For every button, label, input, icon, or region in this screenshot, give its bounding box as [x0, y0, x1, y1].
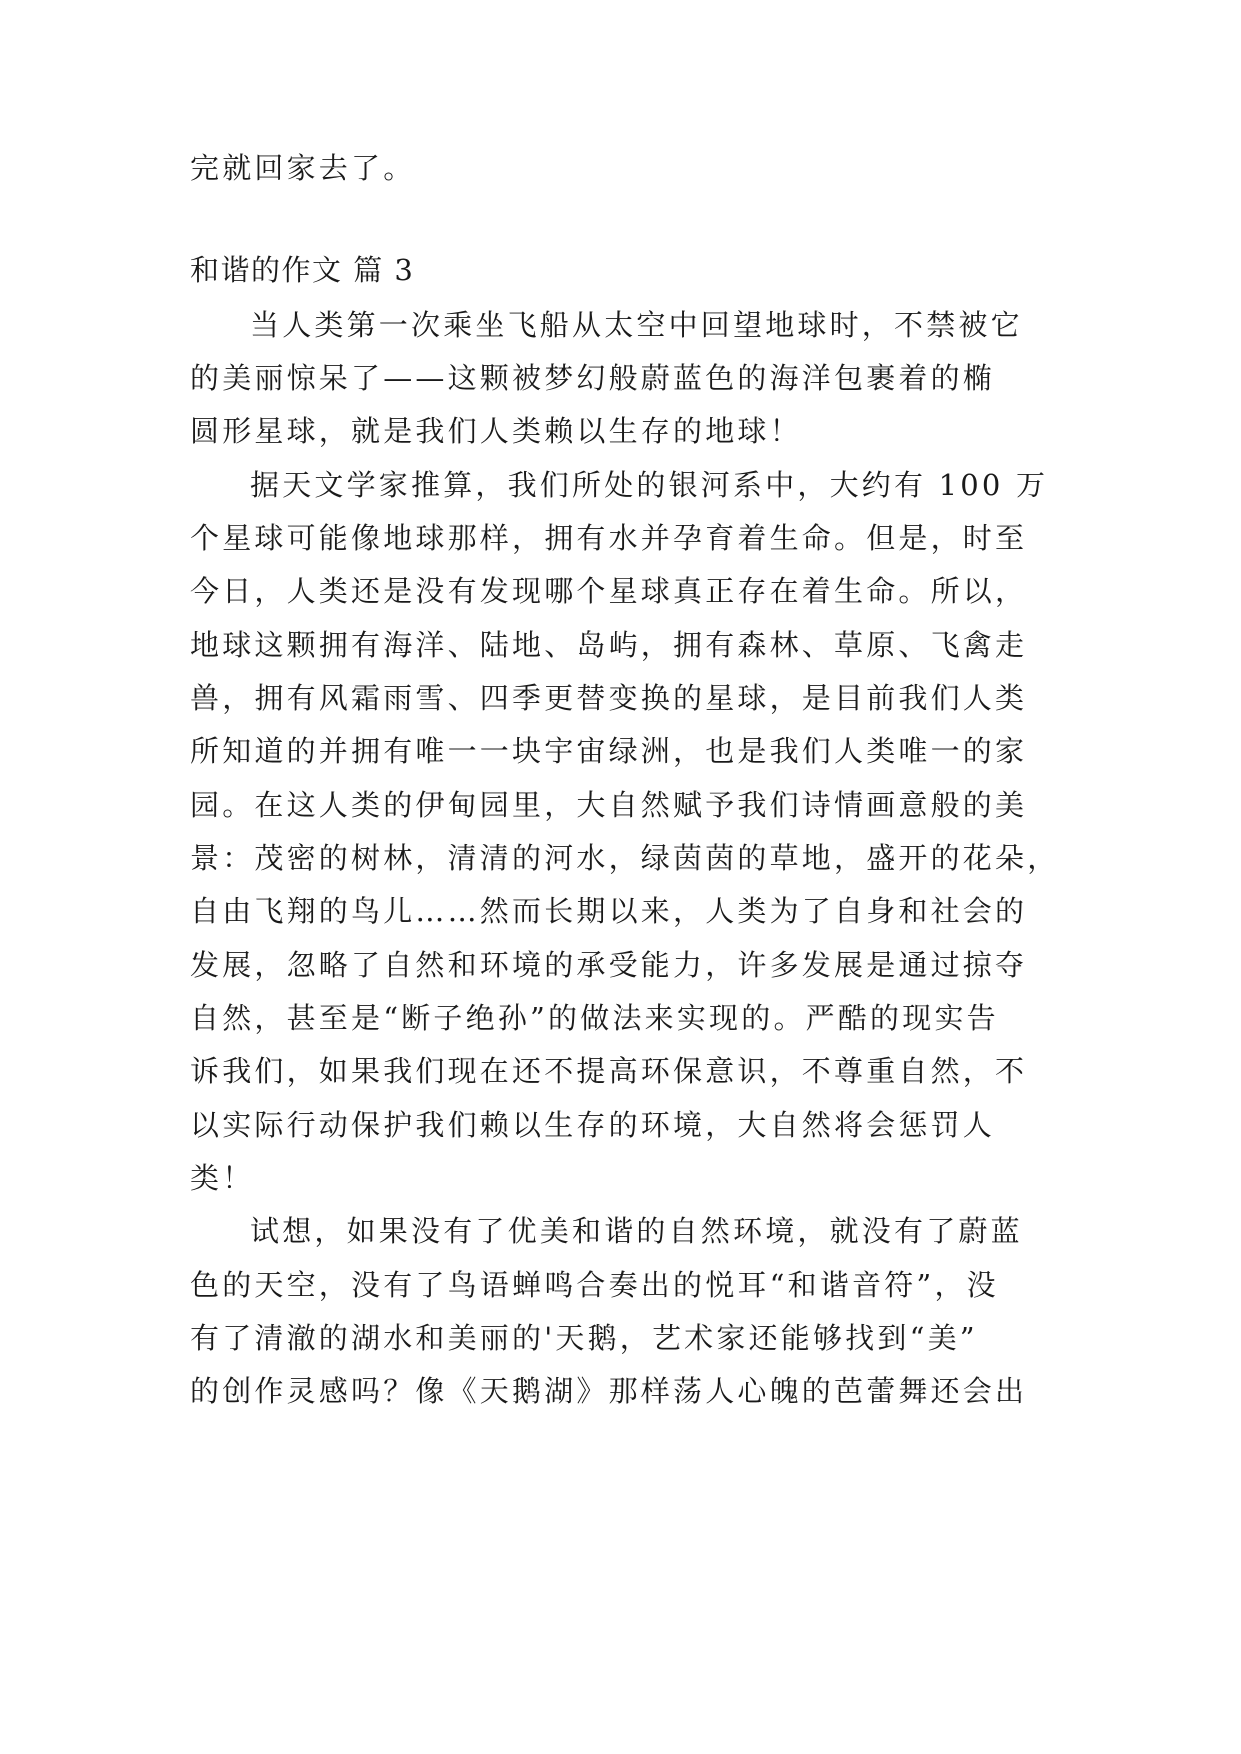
paragraph-line: 据天文学家推算，我们所处的银河系中，大约有 100 万 [250, 468, 1049, 502]
paragraph-line: 的美丽惊呆了——这颗被梦幻般蔚蓝色的海洋包裹着的椭 [190, 361, 996, 395]
paragraph-line: 自由飞翔的鸟儿……然而长期以来，人类为了自身和社会的 [190, 894, 1028, 928]
paragraph-line: 个星球可能像地球那样，拥有水并孕育着生命。但是，时至 [190, 521, 1028, 555]
paragraph-line: 当人类第一次乘坐飞船从太空中回望地球时，不禁被它 [250, 308, 1023, 342]
paragraph-line: 自然，甚至是“断子绝孙”的做法来实现的。严酷的现实告 [190, 1001, 999, 1035]
paragraph-line: 景：茂密的树林，清清的河水，绿茵茵的草地，盛开的花朵， [190, 841, 1060, 875]
paragraph-line: 以实际行动保护我们赖以生存的环境，大自然将会惩罚人 [190, 1108, 996, 1142]
paragraph-line: 圆形星球，就是我们人类赖以生存的地球！ [190, 414, 802, 448]
paragraph-line: 所知道的并拥有唯一一块宇宙绿洲，也是我们人类唯一的家 [190, 734, 1028, 768]
paragraph-line: 诉我们，如果我们现在还不提高环保意识，不尊重自然，不 [190, 1054, 1028, 1088]
continuation-line: 完就回家去了。 [190, 151, 416, 185]
paragraph-line: 兽，拥有风霜雨雪、四季更替变换的星球，是目前我们人类 [190, 681, 1028, 715]
paragraph-line: 色的天空，没有了鸟语蝉鸣合奏出的悦耳“和谐音符”，没 [190, 1268, 999, 1302]
paragraph-line: 有了清澈的湖水和美丽的'天鹅，艺术家还能够找到“美” [190, 1321, 978, 1355]
paragraph-line: 的创作灵感吗？像《天鹅湖》那样荡人心魄的芭蕾舞还会出 [190, 1374, 1028, 1408]
paragraph-line: 地球这颗拥有海洋、陆地、岛屿，拥有森林、草原、飞禽走 [190, 628, 1028, 662]
section-heading: 和谐的作文 篇 3 [190, 253, 415, 287]
paragraph-line: 今日，人类还是没有发现哪个星球真正存在着生命。所以， [190, 574, 1028, 608]
paragraph-line: 园。在这人类的伊甸园里，大自然赋予我们诗情画意般的美 [190, 788, 1028, 822]
paragraph-line: 发展，忽略了自然和环境的承受能力，许多发展是通过掠夺 [190, 948, 1028, 982]
paragraph-line: 试想，如果没有了优美和谐的自然环境，就没有了蔚蓝 [250, 1214, 1023, 1248]
paragraph-line: 类！ [190, 1161, 255, 1195]
